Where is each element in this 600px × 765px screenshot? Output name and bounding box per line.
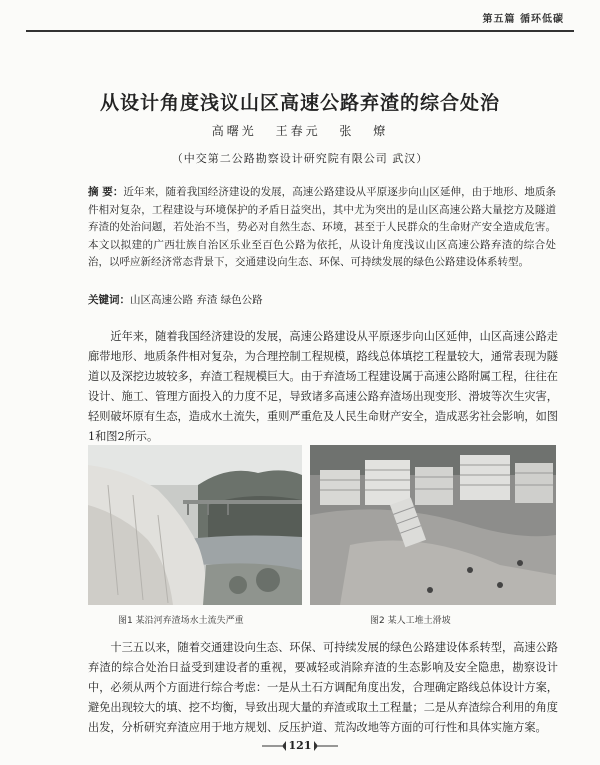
page-number [0,736,600,756]
figure-1-caption: 图1 某沿河弃渣场水土流失严重 [118,616,244,626]
authors: 高曙光 王春元 张 燎 [211,124,389,138]
figure-2-photo [310,445,556,605]
paper-title: 从设计角度浅议山区高速公路弃渣的综合处治 [99,92,500,114]
abstract-text: 近年来，随着我国经济建设的发展，高速公路建设从平原逐步向山区延伸，由于地形、地质条件相对复杂，工程建设与环境保护的矛盾日益突出，其中尤为突出的是山区高速公路大量挖方及隧道弃渣的处治问题，若处治不当，势必对自然生态、环境，甚至于人民群众的生命财产安全造成危害。本文以拟建的广西壮族自治区乐业至百色公路为依托，从设计角度浅议山区高速公路弃渣的综合处治，以呼应新经济常态背景下，交通建设向生态、环保、可持续发展的绿色公路建设体系转型。 [88,186,557,268]
header-rule [26,30,574,32]
affiliation: （中交第二公路勘察设计研究院有限公司 武汉） [171,152,429,165]
body-paragraph-2: 十三五以来，随着交通建设向生态、环保、可持续发展的绿色公路建设体系转型，高速公路弃渣的综合处治日益受到建设者的重视，要减轻或消除弃渣的生态影响及安全隐患，勘察设计中，必须从两个方面进行综合考虑：一是从土石方调配角度出发，合理确定路线总体设计方案，避免出现较大的填、挖不均衡，导致出现大量的弃渣或取土工程量；二是从弃渣综合利用的角度出发，分析研究弃渣应用于地方规划、反压护道、荒沟改地等方面的可行性和具体实施方案。 [88,641,558,734]
figure-2-caption: 图2 某人工堆土滑坡 [370,616,451,626]
abstract-label: 摘 要： [88,186,124,198]
keywords [88,292,556,307]
keywords-label: 关键词： [88,294,130,306]
figure-1-photo [88,445,302,605]
section-header: 第五篇 循环低碳 [482,14,564,25]
abstract [88,184,556,272]
body-paragraph-1: 近年来，随着我国经济建设的发展，高速公路建设从平原逐步向山区延伸，山区高速公路走廊带地形、地质条件相对复杂，为合理控制工程规模，路线总体填挖工程量较大，通常表现为隧道以及深挖边坡较多，弃渣工程规模巨大。由于弃渣场工程建设属于高速公路附属工程，往往在设计、施工、管理方面投入的力度不足，导致诸多高速公路弃渣场出现变形、滑坡等次生灾害，轻则破坏原有生态，造成水土流失，重则严重危及人民生命财产安全，造成恶劣社会影响，如图1和图2所示。 [88,330,558,443]
keywords-text: 山区高速公路 弃渣 绿色公路 [130,294,263,306]
page-number-text: 121 [288,739,312,752]
